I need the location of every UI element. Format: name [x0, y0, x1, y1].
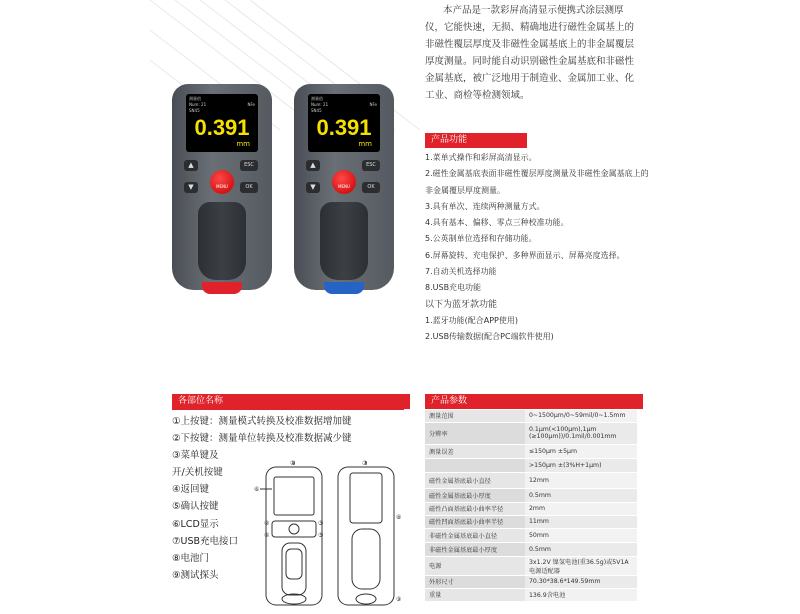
param-value: 136.9含电池	[525, 588, 637, 601]
param-key: 磁性金属基底最小厚度	[425, 488, 525, 502]
screen-header: 测量值	[189, 96, 201, 101]
screen-mode: NFe	[247, 102, 255, 107]
bluetooth-item: 2.USB传输数据(配合PC端软件使用)	[425, 332, 554, 342]
reading-value: 0.391	[194, 115, 250, 140]
device-screen	[186, 94, 258, 152]
param-key: 外形尺寸	[425, 575, 525, 588]
param-row	[425, 472, 637, 488]
diagram-number: ⑧	[396, 514, 402, 521]
esc-button[interactable]: ESC	[240, 160, 258, 171]
up-arrow-button[interactable]: ▲	[306, 160, 320, 171]
part-item: ①上按键：测量模式转换及校准数据增加键	[172, 416, 352, 427]
param-row	[425, 528, 637, 542]
reading-unit: mm	[358, 140, 372, 148]
diagram-number: ②	[264, 520, 270, 527]
param-key: 磁性凸面基底最小曲率半径	[425, 502, 525, 515]
parts-divider	[172, 409, 404, 410]
part-item: 开/关机按键	[172, 467, 223, 479]
parts-title: 各部位名称	[172, 394, 410, 409]
param-value: 11mm	[525, 515, 637, 528]
diagram-number: ③	[318, 520, 324, 527]
up-arrow-button[interactable]: ▲	[184, 160, 198, 171]
part-item: ②下按键：测量单位转换及校准数据减少键	[172, 433, 352, 445]
param-row	[425, 422, 637, 444]
feature-item: 3.具有单次、连续两种测量方式。	[425, 201, 545, 211]
param-row	[425, 458, 637, 472]
part-item: ⑧电池门	[172, 552, 210, 564]
param-value: 50mm	[525, 528, 637, 542]
parts-diagram	[252, 459, 405, 609]
feature-item: 8.USB充电功能	[425, 283, 482, 293]
part-item: ③菜单键及	[172, 450, 219, 462]
screen-header: 测量值	[311, 96, 323, 101]
diagram-number: ①	[290, 460, 296, 467]
screen-sn: SN45	[189, 108, 200, 113]
device-grip	[320, 202, 368, 280]
menu-power-button[interactable]: MENU	[332, 170, 356, 194]
param-key: 重量	[425, 588, 525, 601]
param-row	[425, 515, 637, 528]
product-intro: 本产品是一款彩屏高清显示便携式涂层测厚仪，它能快速，无损、精确地进行磁性金属基上的非磁性覆层厚度及非磁性金属基底上的非金属覆层厚度测量。同时能自动识别磁性金属基底和非磁性金属基底，被广泛地用于制造业、金属加工业、化工业、商检等检测领域。	[425, 5, 635, 101]
diagram-number: ④	[264, 532, 270, 539]
ok-button[interactable]: OK	[240, 182, 258, 193]
param-value: 0.5mm	[525, 542, 637, 556]
part-item: ⑤确认按键	[172, 501, 219, 513]
param-row	[425, 502, 637, 515]
param-row	[425, 488, 637, 502]
diagram-number: ⑤	[318, 532, 324, 539]
test-probe	[202, 282, 242, 294]
bluetooth-title: 以下为蓝牙款功能	[425, 299, 498, 310]
param-row	[425, 542, 637, 556]
part-item: ④返回键	[172, 484, 210, 496]
param-value: 0.1μm(<100μm),1μm (≥100μm))/0.1mil/0.001mm	[525, 422, 637, 444]
diagram-number: ⑨	[396, 596, 402, 603]
diagram-number: ⑥	[254, 486, 260, 493]
param-row	[425, 410, 637, 422]
esc-button[interactable]: ESC	[362, 160, 380, 171]
param-key: 磁性金属基底最小直径	[425, 472, 525, 488]
bluetooth-item: 1.蓝牙功能(配合APP使用)	[425, 315, 518, 325]
diagram-number: ⑦	[362, 460, 368, 467]
feature-item: 4.具有基本、偏移、零点三种校准功能。	[425, 218, 569, 228]
feature-item: 2.磁性金属基底表面非磁性覆层厚度测量及非磁性金属基底上的非金属覆层厚度测量。	[425, 169, 649, 195]
param-row	[425, 575, 637, 588]
features-list	[425, 150, 650, 346]
param-key: 磁性凹面基底最小曲率半径	[425, 515, 525, 528]
param-key: 测量范围	[425, 410, 525, 422]
down-arrow-button[interactable]: ▼	[306, 182, 320, 193]
param-key: 电源	[425, 556, 525, 575]
reading-value: 0.391	[316, 115, 372, 140]
param-value: 0.5mm	[525, 488, 637, 502]
param-key	[425, 458, 525, 472]
screen-num: Num: 21	[311, 102, 329, 107]
param-row	[425, 444, 637, 458]
feature-item: 7.自动关机选择功能	[425, 267, 497, 277]
screen-sn: SN45	[311, 108, 322, 113]
feature-item: 6.屏幕旋转、充电保护、多种界面显示、屏幕亮度选择。	[425, 250, 625, 260]
param-key: 非磁性金属基底最小厚度	[425, 542, 525, 556]
param-key: 测量误差	[425, 444, 525, 458]
device-red-probe	[172, 84, 272, 302]
ok-button[interactable]: OK	[362, 182, 380, 193]
feature-item: 5.公英制单位选择和存储功能。	[425, 234, 537, 244]
param-row	[425, 588, 637, 601]
reading-unit: mm	[236, 140, 250, 148]
menu-power-button[interactable]: MENU	[210, 170, 234, 194]
param-value: 3x1.2V 镍氢电池(重36.5g)或5V1A 电源适配器	[525, 556, 637, 575]
device-screen	[308, 94, 380, 152]
param-row	[425, 556, 637, 575]
screen-num: Num: 21	[189, 102, 207, 107]
features-title: 产品功能	[425, 133, 527, 148]
screen-mode: NFe	[369, 102, 377, 107]
part-item: ⑦USB充电接口	[172, 535, 239, 547]
part-item: ⑥LCD显示	[172, 518, 219, 530]
param-key: 非磁性金属基底最小直径	[425, 528, 525, 542]
feature-item: 1.菜单式操作和彩屏高清显示。	[425, 153, 537, 162]
device-blue-probe	[294, 84, 394, 302]
params-table	[425, 410, 637, 602]
param-key: 分辨率	[425, 422, 525, 444]
down-arrow-button[interactable]: ▼	[184, 182, 198, 193]
params-title: 产品参数	[425, 394, 643, 409]
part-item: ⑨测试探头	[172, 569, 219, 581]
param-value: 70.30*38.6*149.59mm	[525, 575, 637, 588]
param-value: 2mm	[525, 502, 637, 515]
param-value: 12mm	[525, 472, 637, 488]
device-grip	[198, 202, 246, 280]
param-value: 0~1500μm/0~59mil/0~1.5mm	[525, 410, 637, 422]
test-probe	[324, 282, 364, 294]
param-value: ≤150μm ±5μm	[525, 444, 637, 458]
param-value: >150μm ±(3%H+1μm)	[525, 458, 637, 472]
